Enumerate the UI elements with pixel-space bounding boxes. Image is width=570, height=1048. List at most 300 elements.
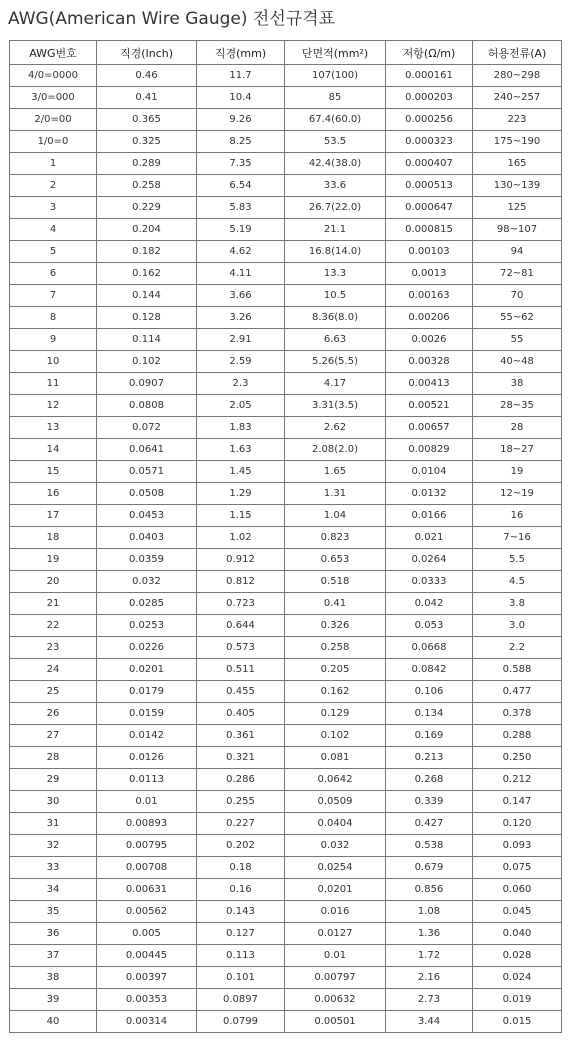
cell-diameter-inch: 0.00445 [97, 945, 197, 967]
cell-diameter-inch: 0.072 [97, 417, 197, 439]
cell-ampacity: 18~27 [473, 439, 562, 461]
cell-resistance: 0.0132 [386, 483, 473, 505]
cell-diameter-mm: 0.0897 [197, 989, 285, 1011]
cell-diameter-mm: 7.35 [197, 153, 285, 175]
cell-cross-section: 107(100) [285, 65, 386, 87]
cell-ampacity: 0.024 [473, 967, 562, 989]
cell-awg-number: 31 [10, 813, 97, 835]
table-header [10, 41, 562, 65]
table-row [10, 681, 562, 703]
cell-diameter-inch: 0.0453 [97, 505, 197, 527]
cell-cross-section: 0.162 [285, 681, 386, 703]
cell-diameter-inch: 0.032 [97, 571, 197, 593]
cell-awg-number: 17 [10, 505, 97, 527]
cell-awg-number: 26 [10, 703, 97, 725]
cell-cross-section: 0.102 [285, 725, 386, 747]
cell-ampacity: 28~35 [473, 395, 562, 417]
cell-diameter-mm: 11.7 [197, 65, 285, 87]
table-row [10, 439, 562, 461]
cell-diameter-inch: 0.00708 [97, 857, 197, 879]
cell-resistance: 2.16 [386, 967, 473, 989]
cell-awg-number: 28 [10, 747, 97, 769]
cell-awg-number: 11 [10, 373, 97, 395]
cell-ampacity: 3.0 [473, 615, 562, 637]
cell-ampacity: 223 [473, 109, 562, 131]
cell-cross-section: 1.65 [285, 461, 386, 483]
cell-ampacity: 0.040 [473, 923, 562, 945]
table-row [10, 263, 562, 285]
cell-diameter-mm: 0.18 [197, 857, 285, 879]
cell-ampacity: 16 [473, 505, 562, 527]
cell-ampacity: 98~107 [473, 219, 562, 241]
cell-diameter-inch: 0.0359 [97, 549, 197, 571]
cell-diameter-inch: 0.005 [97, 923, 197, 945]
cell-ampacity: 28 [473, 417, 562, 439]
cell-diameter-mm: 8.25 [197, 131, 285, 153]
cell-awg-number: 32 [10, 835, 97, 857]
cell-cross-section: 2.62 [285, 417, 386, 439]
cell-ampacity: 175~190 [473, 131, 562, 153]
cell-resistance: 0.053 [386, 615, 473, 637]
table-body [10, 65, 562, 1033]
cell-awg-number: 1/0=0 [10, 131, 97, 153]
cell-ampacity: 0.288 [473, 725, 562, 747]
cell-diameter-inch: 0.46 [97, 65, 197, 87]
cell-resistance: 0.00829 [386, 439, 473, 461]
cell-resistance: 0.0333 [386, 571, 473, 593]
cell-diameter-mm: 1.29 [197, 483, 285, 505]
cell-cross-section: 0.518 [285, 571, 386, 593]
cell-cross-section: 0.823 [285, 527, 386, 549]
cell-resistance: 0.339 [386, 791, 473, 813]
cell-resistance: 1.36 [386, 923, 473, 945]
cell-resistance: 0.0013 [386, 263, 473, 285]
table-row [10, 901, 562, 923]
cell-cross-section: 0.0642 [285, 769, 386, 791]
cell-diameter-mm: 0.227 [197, 813, 285, 835]
cell-awg-number: 3 [10, 197, 97, 219]
table-row [10, 527, 562, 549]
cell-diameter-mm: 0.202 [197, 835, 285, 857]
cell-diameter-mm: 2.3 [197, 373, 285, 395]
cell-diameter-mm: 0.127 [197, 923, 285, 945]
cell-cross-section: 0.0509 [285, 791, 386, 813]
cell-ampacity: 0.120 [473, 813, 562, 835]
cell-diameter-inch: 0.0142 [97, 725, 197, 747]
cell-cross-section: 0.032 [285, 835, 386, 857]
cell-resistance: 0.0026 [386, 329, 473, 351]
cell-resistance: 0.134 [386, 703, 473, 725]
cell-ampacity: 7~16 [473, 527, 562, 549]
cell-resistance: 0.000323 [386, 131, 473, 153]
cell-diameter-inch: 0.00314 [97, 1011, 197, 1033]
cell-ampacity: 0.212 [473, 769, 562, 791]
cell-cross-section: 33.6 [285, 175, 386, 197]
table-row [10, 747, 562, 769]
cell-resistance: 0.0668 [386, 637, 473, 659]
cell-diameter-inch: 0.0201 [97, 659, 197, 681]
cell-diameter-inch: 0.162 [97, 263, 197, 285]
table-row [10, 351, 562, 373]
table-row [10, 329, 562, 351]
cell-diameter-mm: 10.4 [197, 87, 285, 109]
cell-diameter-mm: 3.26 [197, 307, 285, 329]
cell-ampacity: 0.019 [473, 989, 562, 1011]
cell-cross-section: 6.63 [285, 329, 386, 351]
cell-awg-number: 7 [10, 285, 97, 307]
cell-resistance: 1.72 [386, 945, 473, 967]
cell-diameter-mm: 0.16 [197, 879, 285, 901]
cell-diameter-mm: 9.26 [197, 109, 285, 131]
table-row [10, 637, 562, 659]
awg-wire-table [9, 40, 562, 1033]
cell-resistance: 0.679 [386, 857, 473, 879]
cell-cross-section: 8.36(8.0) [285, 307, 386, 329]
cell-diameter-mm: 0.573 [197, 637, 285, 659]
cell-awg-number: 19 [10, 549, 97, 571]
table-row [10, 175, 562, 197]
cell-diameter-inch: 0.204 [97, 219, 197, 241]
cell-cross-section: 21.1 [285, 219, 386, 241]
cell-diameter-inch: 0.0907 [97, 373, 197, 395]
header-ampacity: 허용전류(A) [473, 41, 562, 65]
cell-diameter-mm: 0.143 [197, 901, 285, 923]
cell-ampacity: 130~139 [473, 175, 562, 197]
cell-diameter-inch: 0.229 [97, 197, 197, 219]
cell-awg-number: 23 [10, 637, 97, 659]
cell-diameter-mm: 0.912 [197, 549, 285, 571]
table-row [10, 989, 562, 1011]
cell-diameter-mm: 0.321 [197, 747, 285, 769]
cell-diameter-inch: 0.0641 [97, 439, 197, 461]
cell-diameter-inch: 0.00397 [97, 967, 197, 989]
cell-cross-section: 3.31(3.5) [285, 395, 386, 417]
cell-resistance: 0.213 [386, 747, 473, 769]
cell-ampacity: 0.477 [473, 681, 562, 703]
cell-cross-section: 0.653 [285, 549, 386, 571]
cell-awg-number: 35 [10, 901, 97, 923]
table-row [10, 483, 562, 505]
cell-resistance: 0.856 [386, 879, 473, 901]
cell-diameter-inch: 0.0285 [97, 593, 197, 615]
cell-diameter-mm: 1.83 [197, 417, 285, 439]
cell-diameter-mm: 6.54 [197, 175, 285, 197]
cell-diameter-inch: 0.325 [97, 131, 197, 153]
cell-awg-number: 33 [10, 857, 97, 879]
cell-diameter-mm: 0.455 [197, 681, 285, 703]
cell-cross-section: 0.00797 [285, 967, 386, 989]
cell-awg-number: 3/0=000 [10, 87, 97, 109]
cell-resistance: 0.00328 [386, 351, 473, 373]
cell-awg-number: 10 [10, 351, 97, 373]
cell-resistance: 0.0166 [386, 505, 473, 527]
cell-awg-number: 27 [10, 725, 97, 747]
cell-cross-section: 0.00632 [285, 989, 386, 1011]
cell-ampacity: 5.5 [473, 549, 562, 571]
cell-ampacity: 55 [473, 329, 562, 351]
cell-ampacity: 70 [473, 285, 562, 307]
table-row [10, 549, 562, 571]
cell-diameter-mm: 2.05 [197, 395, 285, 417]
table-row [10, 505, 562, 527]
table-row [10, 307, 562, 329]
cell-awg-number: 8 [10, 307, 97, 329]
table-row [10, 571, 562, 593]
cell-awg-number: 34 [10, 879, 97, 901]
cell-cross-section: 10.5 [285, 285, 386, 307]
table-row [10, 373, 562, 395]
cell-ampacity: 0.147 [473, 791, 562, 813]
cell-resistance: 0.0104 [386, 461, 473, 483]
cell-ampacity: 0.060 [473, 879, 562, 901]
table-row [10, 769, 562, 791]
cell-cross-section: 5.26(5.5) [285, 351, 386, 373]
cell-diameter-inch: 0.00631 [97, 879, 197, 901]
cell-diameter-inch: 0.00562 [97, 901, 197, 923]
cell-ampacity: 72~81 [473, 263, 562, 285]
cell-resistance: 0.00413 [386, 373, 473, 395]
cell-cross-section: 0.01 [285, 945, 386, 967]
cell-awg-number: 37 [10, 945, 97, 967]
cell-resistance: 0.000513 [386, 175, 473, 197]
cell-cross-section: 0.0254 [285, 857, 386, 879]
cell-cross-section: 0.00501 [285, 1011, 386, 1033]
cell-ampacity: 38 [473, 373, 562, 395]
cell-ampacity: 0.045 [473, 901, 562, 923]
cell-cross-section: 26.7(22.0) [285, 197, 386, 219]
cell-awg-number: 12 [10, 395, 97, 417]
cell-diameter-mm: 2.91 [197, 329, 285, 351]
cell-ampacity: 19 [473, 461, 562, 483]
cell-ampacity: 40~48 [473, 351, 562, 373]
cell-diameter-inch: 0.0113 [97, 769, 197, 791]
cell-cross-section: 42.4(38.0) [285, 153, 386, 175]
cell-awg-number: 6 [10, 263, 97, 285]
cell-diameter-mm: 2.59 [197, 351, 285, 373]
table-row [10, 703, 562, 725]
cell-diameter-inch: 0.0126 [97, 747, 197, 769]
cell-diameter-inch: 0.00795 [97, 835, 197, 857]
cell-resistance: 3.44 [386, 1011, 473, 1033]
cell-resistance: 0.106 [386, 681, 473, 703]
table-row [10, 65, 562, 87]
cell-resistance: 0.042 [386, 593, 473, 615]
cell-diameter-mm: 0.644 [197, 615, 285, 637]
cell-resistance: 0.000161 [386, 65, 473, 87]
table-row [10, 593, 562, 615]
cell-diameter-mm: 1.02 [197, 527, 285, 549]
cell-resistance: 0.00206 [386, 307, 473, 329]
cell-ampacity: 0.015 [473, 1011, 562, 1033]
cell-ampacity: 12~19 [473, 483, 562, 505]
table-row [10, 461, 562, 483]
cell-diameter-inch: 0.144 [97, 285, 197, 307]
cell-resistance: 0.538 [386, 835, 473, 857]
cell-resistance: 0.000647 [386, 197, 473, 219]
cell-cross-section: 0.258 [285, 637, 386, 659]
cell-diameter-mm: 0.405 [197, 703, 285, 725]
cell-cross-section: 0.326 [285, 615, 386, 637]
cell-diameter-mm: 3.66 [197, 285, 285, 307]
cell-awg-number: 29 [10, 769, 97, 791]
table-row [10, 659, 562, 681]
cell-resistance: 0.0264 [386, 549, 473, 571]
cell-diameter-mm: 5.83 [197, 197, 285, 219]
cell-cross-section: 0.016 [285, 901, 386, 923]
table-row [10, 879, 562, 901]
cell-cross-section: 16.8(14.0) [285, 241, 386, 263]
cell-diameter-mm: 0.361 [197, 725, 285, 747]
cell-cross-section: 0.129 [285, 703, 386, 725]
table-row [10, 219, 562, 241]
cell-diameter-inch: 0.0808 [97, 395, 197, 417]
cell-ampacity: 3.8 [473, 593, 562, 615]
cell-awg-number: 22 [10, 615, 97, 637]
cell-awg-number: 16 [10, 483, 97, 505]
cell-cross-section: 2.08(2.0) [285, 439, 386, 461]
cell-diameter-inch: 0.0159 [97, 703, 197, 725]
cell-diameter-inch: 0.00353 [97, 989, 197, 1011]
table-row [10, 153, 562, 175]
cell-ampacity: 240~257 [473, 87, 562, 109]
cell-awg-number: 21 [10, 593, 97, 615]
cell-diameter-inch: 0.182 [97, 241, 197, 263]
cell-ampacity: 165 [473, 153, 562, 175]
cell-ampacity: 0.588 [473, 659, 562, 681]
header-row [10, 41, 562, 65]
cell-awg-number: 18 [10, 527, 97, 549]
cell-cross-section: 1.31 [285, 483, 386, 505]
cell-cross-section: 85 [285, 87, 386, 109]
cell-cross-section: 0.205 [285, 659, 386, 681]
cell-diameter-inch: 0.0508 [97, 483, 197, 505]
cell-cross-section: 0.0201 [285, 879, 386, 901]
cell-diameter-mm: 4.62 [197, 241, 285, 263]
cell-cross-section: 1.04 [285, 505, 386, 527]
cell-awg-number: 13 [10, 417, 97, 439]
cell-resistance: 0.000407 [386, 153, 473, 175]
cell-resistance: 0.427 [386, 813, 473, 835]
cell-awg-number: 4/0=0000 [10, 65, 97, 87]
cell-cross-section: 13.3 [285, 263, 386, 285]
cell-cross-section: 53.5 [285, 131, 386, 153]
cell-diameter-mm: 4.11 [197, 263, 285, 285]
table-row [10, 857, 562, 879]
cell-diameter-mm: 5.19 [197, 219, 285, 241]
cell-diameter-mm: 0.286 [197, 769, 285, 791]
cell-resistance: 0.021 [386, 527, 473, 549]
table-row [10, 109, 562, 131]
cell-resistance: 0.0842 [386, 659, 473, 681]
table-row [10, 87, 562, 109]
header-awg-number: AWG번호 [10, 41, 97, 65]
table-row [10, 131, 562, 153]
cell-resistance: 0.268 [386, 769, 473, 791]
cell-resistance: 2.73 [386, 989, 473, 1011]
cell-awg-number: 1 [10, 153, 97, 175]
table-row [10, 241, 562, 263]
cell-diameter-mm: 1.15 [197, 505, 285, 527]
table-row [10, 725, 562, 747]
cell-ampacity: 280~298 [473, 65, 562, 87]
cell-cross-section: 0.41 [285, 593, 386, 615]
cell-diameter-mm: 1.45 [197, 461, 285, 483]
cell-diameter-inch: 0.41 [97, 87, 197, 109]
cell-diameter-inch: 0.0571 [97, 461, 197, 483]
cell-resistance: 0.00103 [386, 241, 473, 263]
cell-awg-number: 2 [10, 175, 97, 197]
cell-ampacity: 0.075 [473, 857, 562, 879]
cell-awg-number: 5 [10, 241, 97, 263]
table-row [10, 395, 562, 417]
cell-awg-number: 38 [10, 967, 97, 989]
cell-resistance: 1.08 [386, 901, 473, 923]
table-row [10, 967, 562, 989]
table-row [10, 791, 562, 813]
cell-diameter-inch: 0.258 [97, 175, 197, 197]
cell-ampacity: 55~62 [473, 307, 562, 329]
table-row [10, 417, 562, 439]
cell-resistance: 0.00163 [386, 285, 473, 307]
cell-ampacity: 125 [473, 197, 562, 219]
cell-resistance: 0.000815 [386, 219, 473, 241]
cell-diameter-inch: 0.0226 [97, 637, 197, 659]
table-row [10, 835, 562, 857]
cell-diameter-inch: 0.102 [97, 351, 197, 373]
header-cross-section: 단면적(mm²) [285, 41, 386, 65]
cell-diameter-inch: 0.365 [97, 109, 197, 131]
cell-diameter-mm: 0.0799 [197, 1011, 285, 1033]
cell-awg-number: 36 [10, 923, 97, 945]
cell-awg-number: 15 [10, 461, 97, 483]
cell-diameter-inch: 0.01 [97, 791, 197, 813]
cell-ampacity: 2.2 [473, 637, 562, 659]
cell-ampacity: 0.378 [473, 703, 562, 725]
cell-awg-number: 20 [10, 571, 97, 593]
cell-diameter-mm: 0.113 [197, 945, 285, 967]
cell-awg-number: 14 [10, 439, 97, 461]
cell-ampacity: 4.5 [473, 571, 562, 593]
page-title: AWG(American Wire Gauge) 전선규격표 [8, 9, 336, 29]
cell-diameter-inch: 0.00893 [97, 813, 197, 835]
cell-diameter-mm: 1.63 [197, 439, 285, 461]
table-row [10, 945, 562, 967]
cell-diameter-inch: 0.114 [97, 329, 197, 351]
cell-ampacity: 0.028 [473, 945, 562, 967]
table-row [10, 197, 562, 219]
cell-resistance: 0.000256 [386, 109, 473, 131]
cell-ampacity: 0.250 [473, 747, 562, 769]
cell-diameter-inch: 0.0179 [97, 681, 197, 703]
cell-ampacity: 0.093 [473, 835, 562, 857]
cell-resistance: 0.00521 [386, 395, 473, 417]
cell-resistance: 0.169 [386, 725, 473, 747]
cell-cross-section: 0.081 [285, 747, 386, 769]
cell-awg-number: 9 [10, 329, 97, 351]
cell-diameter-mm: 0.511 [197, 659, 285, 681]
table-row [10, 1011, 562, 1033]
cell-diameter-mm: 0.101 [197, 967, 285, 989]
cell-ampacity: 94 [473, 241, 562, 263]
header-resistance: 저항(Ω/m) [386, 41, 473, 65]
header-diameter-inch: 직경(Inch) [97, 41, 197, 65]
table-row [10, 615, 562, 637]
cell-cross-section: 0.0127 [285, 923, 386, 945]
cell-awg-number: 2/0=00 [10, 109, 97, 131]
table-row [10, 923, 562, 945]
cell-awg-number: 39 [10, 989, 97, 1011]
cell-diameter-mm: 0.723 [197, 593, 285, 615]
